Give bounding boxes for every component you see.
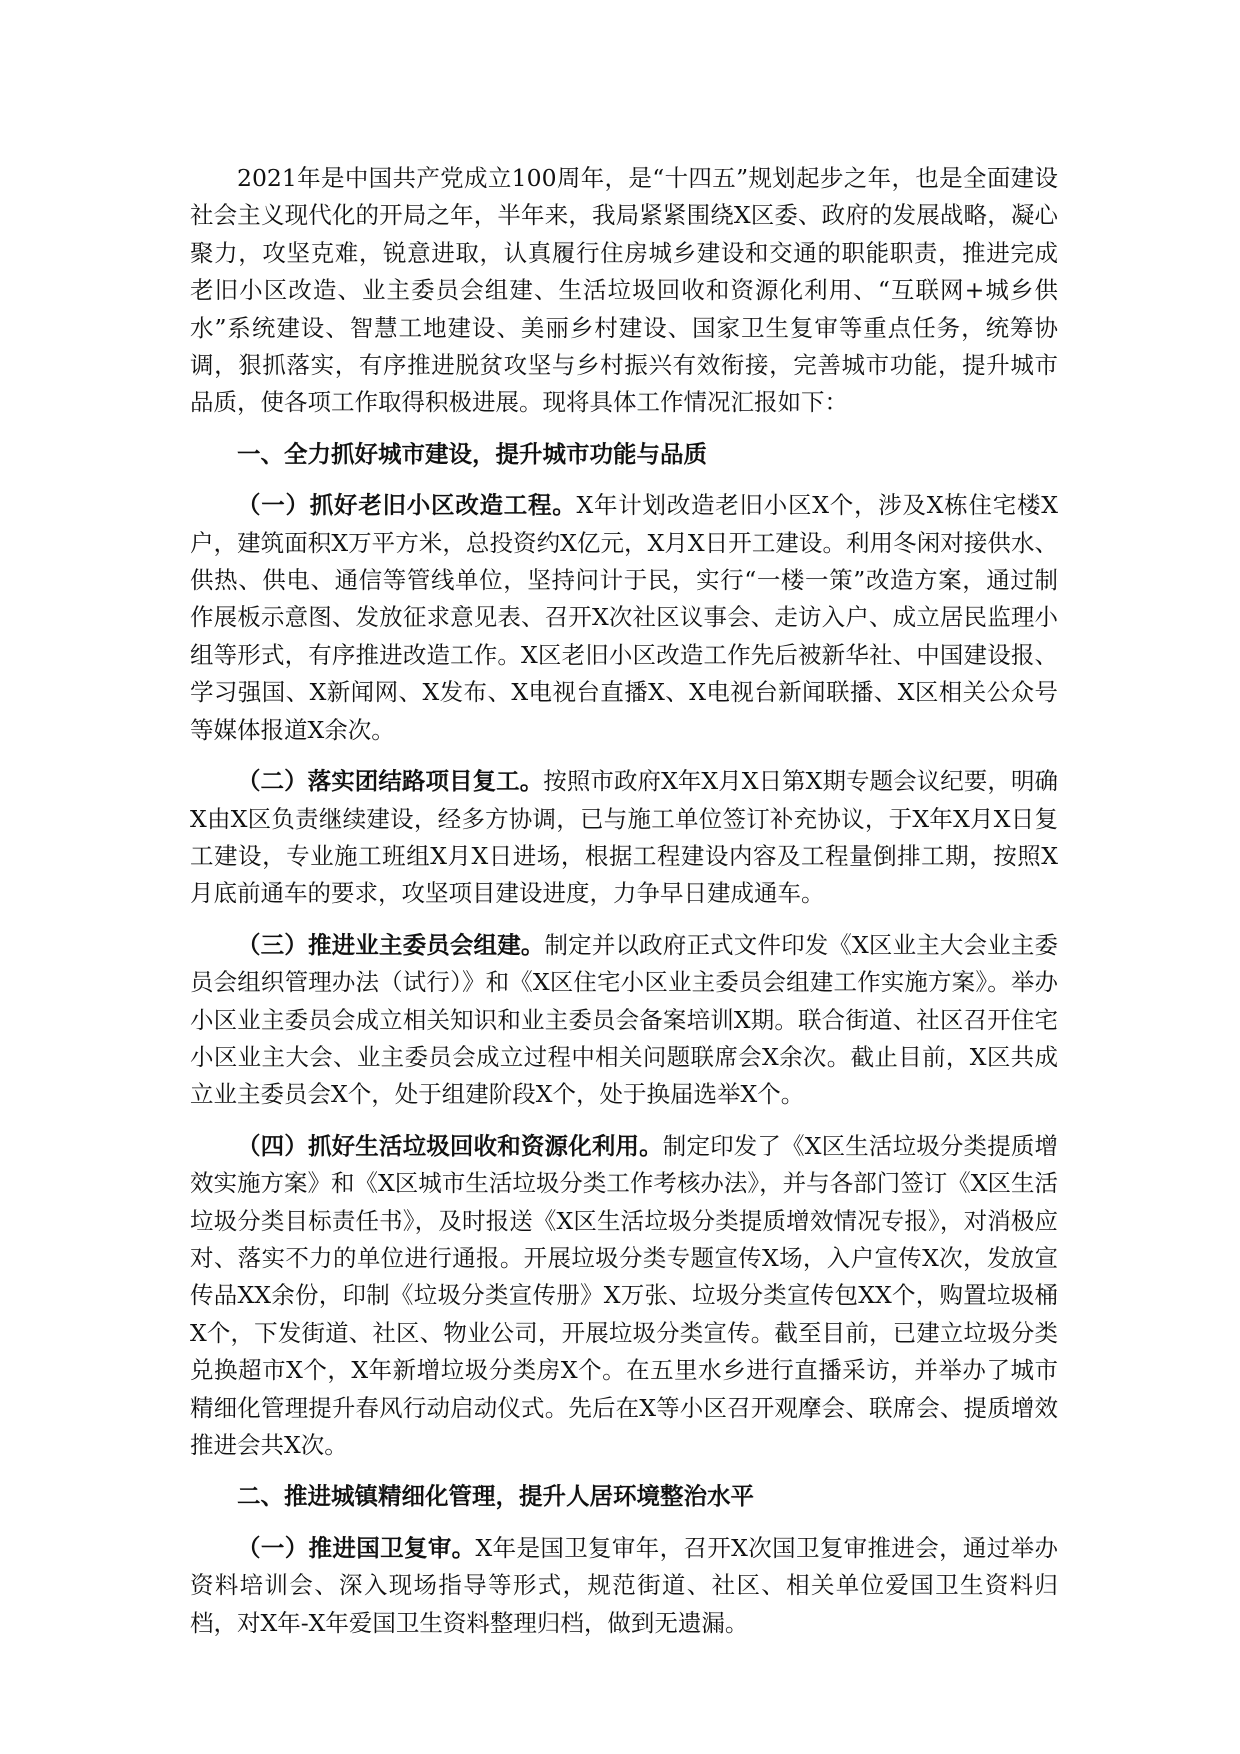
item-text: X年计划改造老旧小区X个，涉及X栋住宅楼X户，建筑面积X万平方米，总投资约X亿元，X月X日开工建设。利用冬闲对接供水、供热、供电、通信等管线单位，坚持问计于民，实行“一楼一策”改造方案，通过制作展板示意图、发放征求意见表、召开X次社区议事会、走访入户、成立居民监理小组等形式，有序推进改造工作。X区老旧小区改造工作先后被新华社、中国建设报、学习强国、X新闻网、X发布、X电视台直播X、X电视台新闻联播、X区相关公众号等媒体报道X余次。 — [190, 491, 1059, 744]
section-1-item-3 — [190, 927, 1058, 1114]
item-lead: （一）推进国卫复审。 — [237, 1533, 476, 1562]
section-1-item-2 — [190, 763, 1058, 913]
item-text: 按照市政府X年X月X日第X期专题会议纪要，明确X由X区负责继续建设，经多方协调，已与施工单位签订补充协议，于X年X月X日复工建设，专业施工班组X月X日进场，根据工程建设内容及工程量倒排工期，按照X月底前通车的要求，攻坚项目建设进度，力争早日建成通车。 — [190, 767, 1059, 908]
item-text: X年是国卫复审年，召开X次国卫复审推进会，通过举办资料培训会、深入现场指导等形式，规范街道、社区、相关单位爱国卫生资料归档，对X年-X年爱国卫生资料整理归档，做到无遗漏。 — [190, 1533, 1058, 1637]
item-text: 制定并以政府正式文件印发《X区业主大会业主委员会组织管理办法（试行）》和《X区住宅小区业主委员会组建工作实施方案》。举办小区业主委员会成立相关知识和业主委员会备案培训X期。联合街道、社区召开住宅小区业主大会、业主委员会成立过程中相关问题联席会X余次。截止目前，X区共成立业主委员会X个，处于组建阶段X个，处于换届选举X个。 — [190, 930, 1058, 1109]
section-2-item-1 — [190, 1530, 1058, 1642]
section-2-heading: 二、推进城镇精细化管理，提升人居环境整治水平 — [237, 1482, 754, 1511]
document-page — [190, 160, 1058, 1642]
item-lead: （一）抓好老旧小区改造工程。 — [237, 491, 577, 520]
item-lead: （三）推进业主委员会组建。 — [237, 930, 545, 959]
section-1-heading: 一、全力抓好城市建设，提升城市功能与品质 — [237, 439, 707, 468]
item-lead: （四）抓好生活垃圾回收和资源化利用。 — [237, 1131, 663, 1160]
section-1-item-4 — [190, 1128, 1058, 1465]
section-1-item-1 — [190, 487, 1058, 749]
item-lead: （二）落实团结路项目复工。 — [237, 767, 544, 796]
item-text: 制定印发了《X区生活垃圾分类提质增效实施方案》和《X区城市生活垃圾分类工作考核办法》，并与各部门签订《X区生活垃圾分类目标责任书》，及时报送《X区生活垃圾分类提质增效情况专报》，对消极应对、落实不力的单位进行通报。开展垃圾分类专题宣传X场，入户宣传X次，发放宣传品XX余份，印制《垃圾分类宣传册》X万张、垃圾分类宣传包XX个，购置垃圾桶X个，下发街道、社区、物业公司，开展垃圾分类宣传。截至目前，已建立垃圾分类兑换超市X个，X年新增垃圾分类房X个。在五里水乡进行直播采访，并举办了城市精细化管理提升春风行动启动仪式。先后在X等小区召开观摩会、联席会、提质增效推进会共X次。 — [190, 1131, 1059, 1459]
intro-paragraph: 2021年是中国共产党成立100周年，是“十四五”规划起步之年，也是全面建设社会主义现代化的开局之年，半年来，我局紧紧围绕X区委、政府的发展战略，凝心聚力，攻坚克难，锐意进取，认真履行住房城乡建设和交通的职能职责，推进完成老旧小区改造、业主委员会组建、生活垃圾回收和资源化利用、“互联网+城乡供水”系统建设、智慧工地建设、美丽乡村建设、国家卫生复审等重点任务，统筹协调，狠抓落实，有序推进脱贫攻坚与乡村振兴有效衔接，完善城市功能，提升城市品质，使各项工作取得积极进展。现将具体工作情况汇报如下： — [190, 164, 1058, 417]
